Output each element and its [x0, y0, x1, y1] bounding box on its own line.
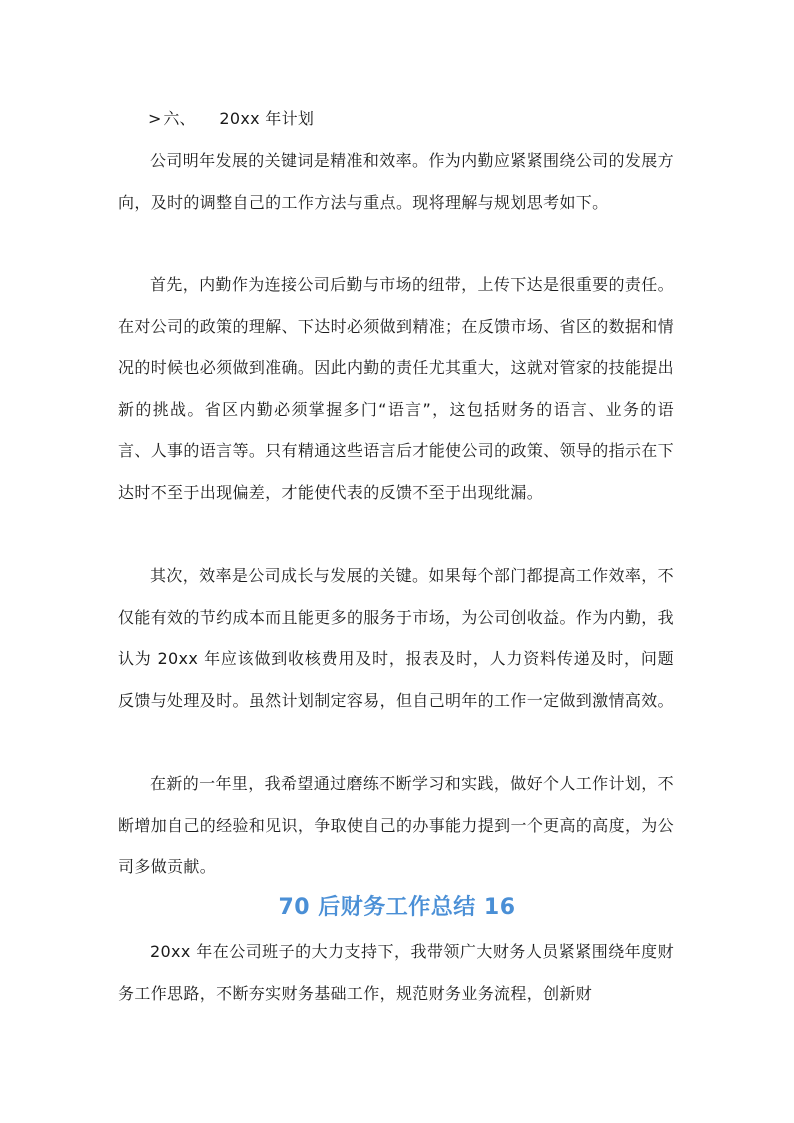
section-heading	[148, 98, 314, 139]
paragraph-summary-start: 20xx 年在公司班子的大力支持下，我带领广大财务人员紧紧围绕年度财务工作思路，不断夯实财务基础工作，规范财务业务流程，创新财	[118, 942, 674, 1003]
document-title: 70 后财务工作总结 16	[278, 895, 516, 920]
paragraph-precision: 首先，内勤作为连接公司后勤与市场的纽带，上传下达是很重要的责任。在对公司的政策的理解、下达时必须做到精准；在反馈市场、省区的数据和情况的时候也必须做到准确。因此内勤的责任尤其重大，这就对管家的技能提出新的挑战。省区内勤必须掌握多门“语言”，这包括财务的语言、业务的语言、人事的语言等。只有精通这些语言后才能使公司的政策、领导的指示在下达时不至于出现偏差，才能使代表的反馈不至于出现纰漏。	[118, 275, 674, 502]
section-number: 六、	[163, 109, 196, 128]
paragraph-intro: 公司明年发展的关键词是精准和效率。作为内勤应紧紧围绕公司的发展方向，及时的调整自己的工作方法与重点。现将理解与规划思考如下。	[118, 151, 674, 212]
section-title: 20xx 年计划	[219, 109, 315, 128]
paragraph-new-year: 在新的一年里，我希望通过磨练不断学习和实践，做好个人工作计划，不断增加自己的经验和见识，争取使自己的办事能力提到一个更高的高度，为公司多做贡献。	[118, 774, 674, 876]
heading-marker: >	[148, 109, 162, 128]
paragraph-efficiency: 其次，效率是公司成长与发展的关键。如果每个部门都提高工作效率，不仅能有效的节约成本而且能更多的服务于市场，为公司创收益。作为内勤，我认为 20xx 年应该做到收核费用及时，报表及时，人力资料传递及时，问题反馈与处理及时。虽然计划制定容易，但自己明年的工作一定做到激情高效。	[118, 566, 674, 710]
